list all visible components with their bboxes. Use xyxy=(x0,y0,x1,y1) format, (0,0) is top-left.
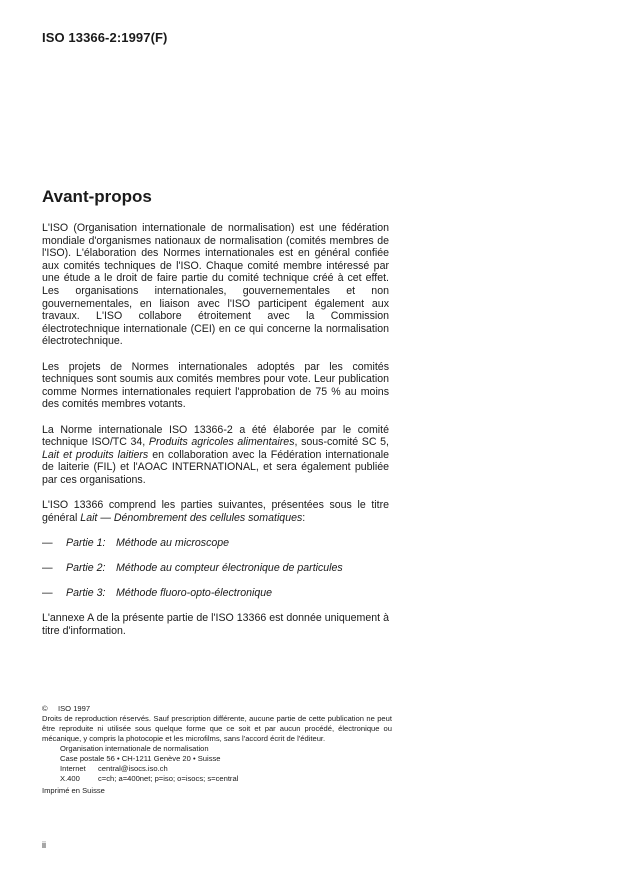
part-label: Partie 2: xyxy=(66,562,106,575)
copyright-block xyxy=(42,704,392,796)
x400-value: c=ch; a=400net; p=iso; o=isocs; s=central xyxy=(98,774,239,783)
part-title: Méthode au microscope xyxy=(116,536,230,549)
internet-value: central@isocs.iso.ch xyxy=(98,764,168,773)
p3-text-3: en collaboration avec la Fédération internationale de laiterie (FIL) et l'AOAC INTERNATIONAL, et sera également publiée par ces organisations. xyxy=(42,448,389,486)
publisher-x400 xyxy=(60,774,392,784)
p4-italic: Lait — Dénombrement des cellules somatiques xyxy=(80,511,303,524)
document-id: ISO 13366-2:1997(F) xyxy=(42,30,168,45)
part-title: Méthode au compteur électronique de particules xyxy=(116,562,343,575)
list-item xyxy=(42,537,389,550)
list-item xyxy=(42,562,389,575)
printed-in: Imprimé en Suisse xyxy=(42,786,105,795)
paragraph-5: L'annexe A de la présente partie de l'ISO 13366 est donnée uniquement à titre d'information. xyxy=(42,612,389,637)
paragraph-1: L'ISO (Organisation internationale de normalisation) est une fédération mondiale d'organismes nationaux de normalisation (comités membres de l'ISO). L'élaboration des Normes internationales est en général confiée aux comités techniques de l'ISO. Chaque comité membre intéressé par une étude a le droit de faire partie du comité technique créé à cet effet. Les organisations internationales, gouvernementales et non gouvernementales, en liaison avec l'ISO participent également aux travaux. L'ISO collabore étroitement avec la Commission électrotechnique internationale (CEI) en ce qui concerne la normalisation électrotechnique. xyxy=(42,222,389,348)
page-title: Avant-propos xyxy=(42,187,152,206)
p3-italic-1: Produits agricoles alimentaires xyxy=(148,436,295,449)
copyright-icon: © xyxy=(42,704,48,713)
publisher-postal: Case postale 56 • CH-1211 Genève 20 • Suisse xyxy=(60,754,221,763)
copyright-notice: Droits de reproduction réservés. Sauf prescription différente, aucune partie de cette publication ne peut être reproduite ni utilisée sous quelque forme que ce soit et par aucun procédé, électronique ou mécanique, y compris la photocopie et les microfilms, sans l'accord écrit de l'éditeur. xyxy=(42,714,392,743)
part-label: Partie 1: xyxy=(66,536,106,549)
copyright-year: ISO 1997 xyxy=(58,704,91,713)
list-dash: — xyxy=(42,562,53,575)
paragraph-4 xyxy=(42,499,389,524)
publisher-internet xyxy=(60,764,392,774)
p3-text-2: , sous-comité SC 5, xyxy=(294,436,389,449)
part-label: Partie 3: xyxy=(66,587,106,600)
foreword-body xyxy=(42,222,389,638)
internet-key: Internet xyxy=(60,764,86,773)
paragraph-3 xyxy=(42,424,389,487)
paragraph-2: Les projets de Normes internationales adoptés par les comités techniques sont soumis aux comités membres pour vote. Leur publication comme Normes internationales requiert l'approbation de 75 % au moins des comités membres votants. xyxy=(42,360,389,411)
list-item xyxy=(42,587,389,600)
p4-text-2: : xyxy=(302,511,306,524)
p3-italic-2: Lait et produits laitiers xyxy=(42,448,149,461)
page-number: ii xyxy=(42,840,46,850)
list-dash: — xyxy=(42,536,53,549)
publisher-org: Organisation internationale de normalisation xyxy=(60,744,209,753)
x400-key: X.400 xyxy=(60,774,80,783)
list-dash: — xyxy=(42,587,53,600)
copyright-line xyxy=(42,704,392,714)
publisher-address xyxy=(60,744,392,784)
p4-text-1: L'ISO 13366 comprend les parties suivantes, présentées sous le titre général xyxy=(42,499,389,524)
part-title: Méthode fluoro-opto-électronique xyxy=(116,587,273,600)
p3-text-1: La Norme internationale ISO 13366-2 a été élaborée par le comité technique ISO/TC 34, xyxy=(42,423,389,449)
